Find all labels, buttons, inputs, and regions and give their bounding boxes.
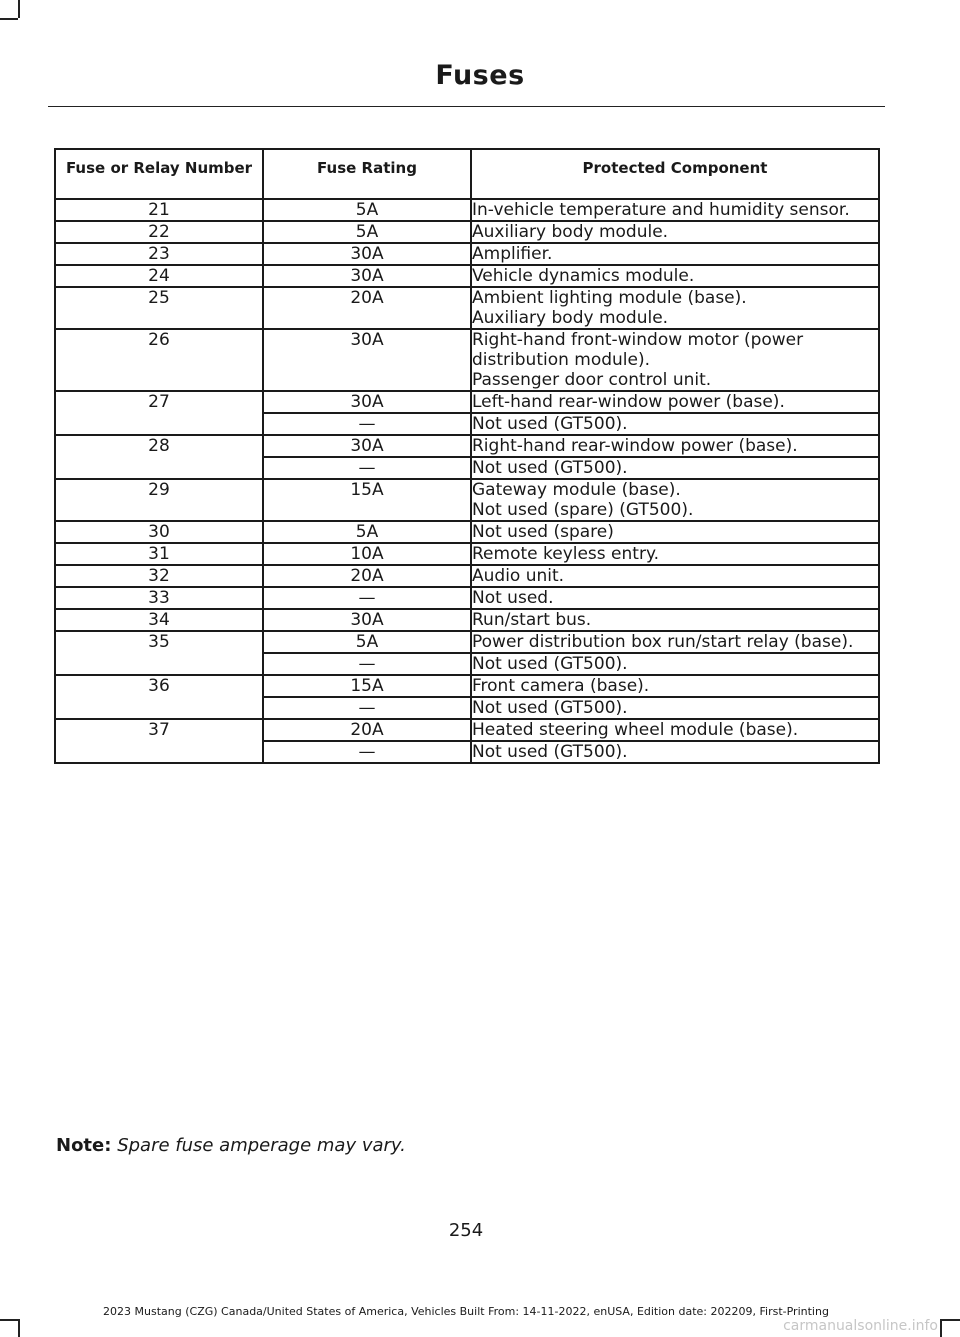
table-row [55,221,879,243]
page-number: 254 [448,1220,484,1241]
component-text: Right-hand front-window motor (power distribution module). [472,330,804,370]
component-text: Vehicle dynamics module. [472,266,695,286]
protected-component-cell [471,653,879,675]
component-text: Heated steering wheel module (base). [472,720,799,740]
component-text: Run/start bus. [472,610,592,630]
table-row [55,265,879,287]
component-text: Not used (GT500). [472,698,628,718]
fuse-rating-cell: — [263,457,471,479]
fuse-number-cell: 37 [55,719,263,763]
component-text: Not used (GT500). [472,414,628,434]
component-text: Not used (GT500). [472,458,628,478]
crop-mark-top-left-v [18,0,20,18]
fuse-table [54,148,880,764]
component-text: Remote keyless entry. [472,544,659,564]
fuse-rating-cell: 30A [263,435,471,457]
crop-mark-bottom-left-h [0,1319,18,1321]
protected-component-cell [471,697,879,719]
protected-component-cell [471,243,879,265]
crop-mark-bottom-right-h [942,1319,960,1321]
protected-component-cell [471,199,879,221]
fuse-rating-cell: 5A [263,521,471,543]
table-row [55,435,879,457]
crop-mark-bottom-left-v [18,1319,20,1337]
watermark: carmanualsonline.info [783,1318,938,1334]
title-divider [48,106,885,107]
component-text: Amplifier. [472,244,553,264]
fuse-rating-cell: 15A [263,479,471,521]
component-text: Passenger door control unit. [472,370,712,390]
fuse-rating-cell: 30A [263,243,471,265]
fuse-table-body [55,199,879,763]
fuse-rating-cell: 15A [263,675,471,697]
note [56,1135,406,1156]
fuse-rating-cell: 10A [263,543,471,565]
table-row [55,719,879,741]
protected-component-cell [471,631,879,653]
protected-component-cell [471,329,879,391]
component-text: Auxiliary body module. [472,308,669,328]
fuse-rating-cell: 30A [263,265,471,287]
table-row [55,199,879,221]
fuse-number-cell: 27 [55,391,263,435]
component-text: Not used. [472,588,554,608]
fuse-number-cell: 33 [55,587,263,609]
protected-component-cell [471,221,879,243]
fuse-number-cell: 22 [55,221,263,243]
fuse-rating-cell: 30A [263,391,471,413]
fuse-rating-cell: 20A [263,287,471,329]
fuse-number-cell: 23 [55,243,263,265]
component-text: Not used (GT500). [472,742,628,762]
note-text: Spare fuse amperage may vary. [117,1135,406,1156]
fuse-number-cell: 26 [55,329,263,391]
footer-edition-info: 2023 Mustang (CZG) Canada/United States of America, Vehicles Built From: 14-11-2022, enUSA, Edition date: 202209, First-Printing [103,1305,829,1318]
protected-component-cell [471,287,879,329]
fuse-rating-cell: — [263,697,471,719]
fuse-number-cell: 30 [55,521,263,543]
table-row [55,587,879,609]
protected-component-cell [471,543,879,565]
table-row [55,243,879,265]
column-header-protected-component: Protected Component [471,149,879,199]
table-row [55,521,879,543]
table-row [55,391,879,413]
fuse-rating-cell: 5A [263,199,471,221]
protected-component-cell [471,675,879,697]
fuse-number-cell: 28 [55,435,263,479]
component-text: Auxiliary body module. [472,222,669,242]
fuse-rating-cell: 30A [263,609,471,631]
protected-component-cell [471,479,879,521]
protected-component-cell [471,435,879,457]
fuse-rating-cell: 5A [263,221,471,243]
table-row [55,675,879,697]
table-row [55,479,879,521]
column-header-fuse-number: Fuse or Relay Number [55,149,263,199]
fuse-number-cell: 32 [55,565,263,587]
column-header-fuse-rating: Fuse Rating [263,149,471,199]
fuse-number-cell: 35 [55,631,263,675]
protected-component-cell [471,741,879,763]
protected-component-cell [471,565,879,587]
fuse-rating-cell: 20A [263,565,471,587]
component-text: Gateway module (base). [472,480,681,500]
protected-component-cell [471,413,879,435]
component-text: In-vehicle temperature and humidity sensor. [472,200,850,220]
protected-component-cell [471,609,879,631]
protected-component-cell [471,391,879,413]
fuse-number-cell: 21 [55,199,263,221]
protected-component-cell [471,719,879,741]
protected-component-cell [471,521,879,543]
page-title: Fuses [435,60,525,91]
fuse-rating-cell: — [263,741,471,763]
component-text: Right-hand rear-window power (base). [472,436,798,456]
fuse-rating-cell: 5A [263,631,471,653]
fuse-number-cell: 31 [55,543,263,565]
fuse-rating-cell: — [263,413,471,435]
fuse-number-cell: 24 [55,265,263,287]
note-label: Note: [56,1135,112,1156]
component-text: Left-hand rear-window power (base). [472,392,785,412]
fuse-number-cell: 34 [55,609,263,631]
protected-component-cell [471,457,879,479]
crop-mark-top-left-h [0,18,18,20]
table-row [55,543,879,565]
table-header-row [55,149,879,199]
component-text: Ambient lighting module (base). [472,288,747,308]
component-text: Not used (spare) (GT500). [472,500,694,520]
table-row [55,329,879,391]
fuse-rating-cell: 30A [263,329,471,391]
fuse-number-cell: 29 [55,479,263,521]
fuse-rating-cell: — [263,653,471,675]
fuse-rating-cell: 20A [263,719,471,741]
component-text: Power distribution box run/start relay (base). [472,632,854,652]
protected-component-cell [471,265,879,287]
component-text: Not used (GT500). [472,654,628,674]
table-row [55,287,879,329]
fuse-number-cell: 25 [55,287,263,329]
component-text: Not used (spare) [472,522,614,542]
protected-component-cell [471,587,879,609]
table-row [55,565,879,587]
component-text: Front camera (base). [472,676,650,696]
table-row [55,609,879,631]
fuse-rating-cell: — [263,587,471,609]
crop-mark-bottom-right-v [940,1319,942,1337]
component-text: Audio unit. [472,566,565,586]
fuse-number-cell: 36 [55,675,263,719]
table-row [55,631,879,653]
